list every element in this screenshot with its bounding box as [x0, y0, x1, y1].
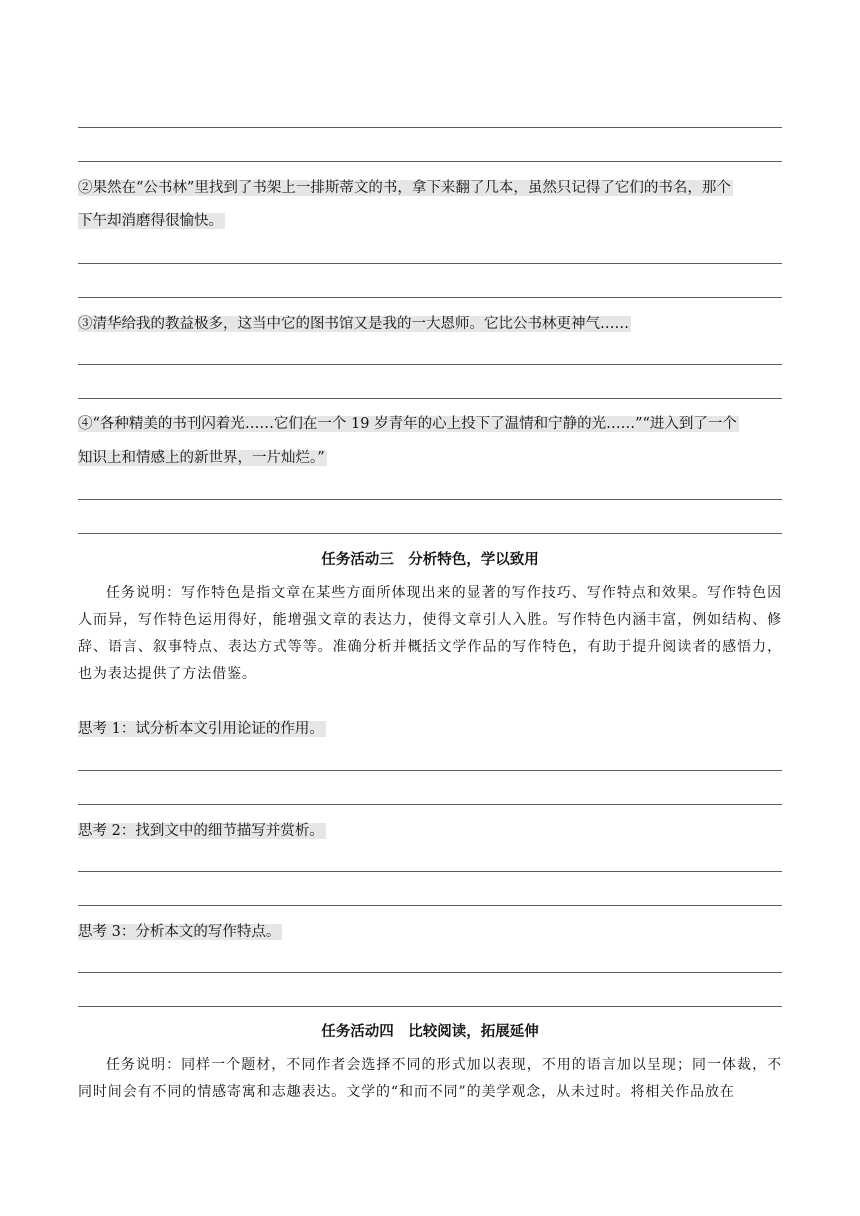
task3-heading: 任务活动三 分析特色，学以致用 — [321, 552, 539, 568]
answer-line — [78, 263, 782, 264]
answer-line — [78, 804, 782, 805]
question-item-2-line2: 下午却消磨得很愉快。 — [78, 213, 223, 229]
answer-line — [78, 905, 782, 906]
answer-line — [78, 871, 782, 872]
question-item-4-cont — [78, 445, 327, 471]
question-item-4-line1: ④“各种精美的书刊闪着光……它们在一个 19 岁青年的心上投下了温情和宁静的光……”“进入到了一个 — [78, 416, 737, 432]
answer-line — [78, 972, 782, 973]
question-item-4-line2: 知识上和情感上的新世界，一片灿烂。” — [78, 450, 325, 466]
think-question-3-text: 思考 3：分析本文的写作特点。 — [78, 924, 281, 940]
think-question-1 — [78, 716, 326, 742]
question-item-2 — [78, 175, 733, 201]
question-item-2-cont — [78, 208, 225, 234]
answer-line — [78, 1006, 782, 1007]
answer-line — [78, 297, 782, 298]
question-item-3-text: ③清华给我的教益极多，这当中它的图书馆又是我的一大恩师。它比公书林更神气…… — [78, 316, 629, 332]
answer-line — [78, 499, 782, 500]
task4-heading: 任务活动四 比较阅读，拓展延伸 — [321, 1024, 539, 1040]
answer-line — [78, 161, 782, 162]
answer-line — [78, 533, 782, 534]
answer-line — [78, 127, 782, 128]
question-item-3 — [78, 311, 631, 337]
answer-line — [78, 364, 782, 365]
answer-line — [78, 770, 782, 771]
answer-line — [78, 398, 782, 399]
think-question-1-text: 思考 1：试分析本文引用论证的作用。 — [78, 721, 324, 737]
question-item-2-line1: ②果然在“公书林”里找到了书架上一排斯蒂文的书，拿下来翻了几本，虽然只记得了它们的书名，那个 — [78, 180, 731, 196]
task3-description: 任务说明：写作特色是指文章在某些方面所体现出来的显著的写作技巧、写作特点和效果。写作特色因人而异，写作特色运用得好，能增强文章的表达力，使得文章引人入胜。写作特色内涵丰富，例如结构、修辞、语言、叙事特点、表达方式等等。准确分析并概括文学作品的写作特色，有助于提升阅读者的感悟力，也为表达提供了方法借鉴。 — [78, 585, 782, 682]
think-question-2 — [78, 818, 326, 844]
task4-description: 任务说明：同样一个题材，不同作者会选择不同的形式加以表现，不用的语言加以呈现；同一体裁，不同时间会有不同的情感寄寓和志趣表达。文学的“和而不同”的美学观念，从未过时。将相关作品放在 — [78, 1057, 782, 1100]
question-item-4 — [78, 411, 739, 437]
think-question-3 — [78, 919, 282, 945]
think-question-2-text: 思考 2：找到文中的细节描写并赏析。 — [78, 823, 324, 839]
